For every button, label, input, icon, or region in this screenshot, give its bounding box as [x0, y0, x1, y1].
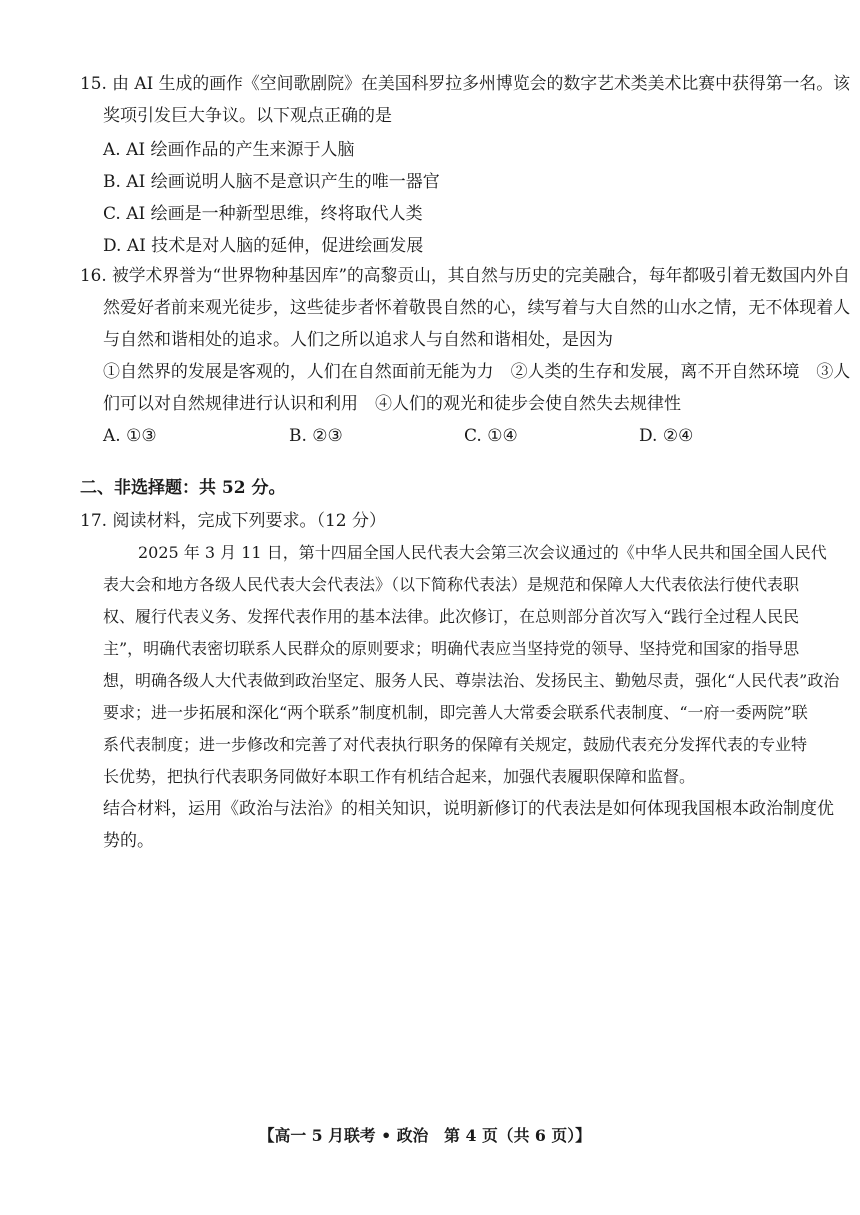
- q17-material-line2: 表大会和地方各级人民代表大会代表法》（以下简称代表法）是规范和保障人大代表依法行使代表职: [103, 575, 800, 594]
- q17-material-line5: 想，明确各级人大代表做到政治坚定、服务人民、尊崇法治、发扬民主、勤勉尽责，强化“人民代表”政治: [103, 671, 840, 690]
- q16-answer-row: [103, 424, 763, 448]
- q16-stem-line1: 16. 被学术界誉为“世界物种基因库”的高黎贡山，其自然与历史的完美融合，每年都吸引着无数国内外自: [80, 266, 850, 286]
- q17-material-line1: 2025 年 3 月 11 日，第十四届全国人民代表大会第三次会议通过的《中华人民共和国全国人民代: [138, 543, 827, 562]
- q17-material-line4: 主”，明确代表密切联系人民群众的原则要求；明确代表应当坚持党的领导、坚持党和国家的指导思: [103, 639, 800, 658]
- q17-material-line8: 长优势，把执行代表职务同做好本职工作有机结合起来，加强代表履职保障和监督。: [103, 767, 696, 786]
- q17-task-line2: 势的。: [103, 831, 154, 851]
- q16-statements-line2: 们可以对自然规律进行认识和利用 ④人们的观光和徒步会使自然失去规律性: [103, 394, 681, 414]
- q16-stem-line3: 与自然和谐相处的追求。人们之所以追求人与自然和谐相处，是因为: [103, 330, 613, 350]
- q15-stem-line1: 15. 由 AI 生成的画作《空间歌剧院》在美国科罗拉多州博览会的数字艺术类美术比赛中获得第一名。该: [80, 74, 851, 94]
- q16-answer-d: D. ②④: [639, 426, 694, 446]
- q17-task-line1: 结合材料，运用《政治与法治》的相关知识，说明新修订的代表法是如何体现我国根本政治制度优: [103, 799, 834, 819]
- q15-option-a: A. AI 绘画作品的产生来源于人脑: [103, 140, 355, 160]
- q16-answer-c: C. ①④: [464, 426, 518, 446]
- q17-title: 17. 阅读材料，完成下列要求。（12 分）: [80, 511, 386, 531]
- q17-material-line7: 系代表制度；进一步修改和完善了对代表执行职务的保障有关规定，鼓励代表充分发挥代表的专业特: [103, 735, 808, 754]
- q16-answer-b: B. ②③: [289, 426, 343, 446]
- q16-stem-line2: 然爱好者前来观光徒步，这些徒步者怀着敬畏自然的心，续写着与大自然的山水之情，无不体现着人: [103, 298, 851, 318]
- q15-option-d: D. AI 技术是对人脑的延伸，促进绘画发展: [103, 236, 424, 256]
- q16-statements-line1: ①自然界的发展是客观的，人们在自然面前无能为力 ②人类的生存和发展，离不开自然环境 ③人: [103, 362, 851, 382]
- q15-option-c: C. AI 绘画是一种新型思维，终将取代人类: [103, 204, 423, 224]
- q16-answer-a: A. ①③: [103, 426, 157, 446]
- q17-material-line3: 权、履行代表义务、发挥代表作用的基本法律。此次修订，在总则部分首次写入“践行全过程人民民: [103, 607, 800, 626]
- section2-heading: 二、非选择题：共 52 分。: [80, 478, 286, 498]
- q17-material-line6: 要求；进一步拓展和深化“两个联系”制度机制，即完善人大常委会联系代表制度、“一府一委两院”联: [103, 703, 808, 722]
- q15-stem-line2: 奖项引发巨大争议。以下观点正确的是: [103, 106, 392, 126]
- page-footer: 【高一 5 月联考 • 政治 第 4 页（共 6 页）】: [258, 1126, 591, 1145]
- q15-option-b: B. AI 绘画说明人脑不是意识产生的唯一器官: [103, 172, 440, 192]
